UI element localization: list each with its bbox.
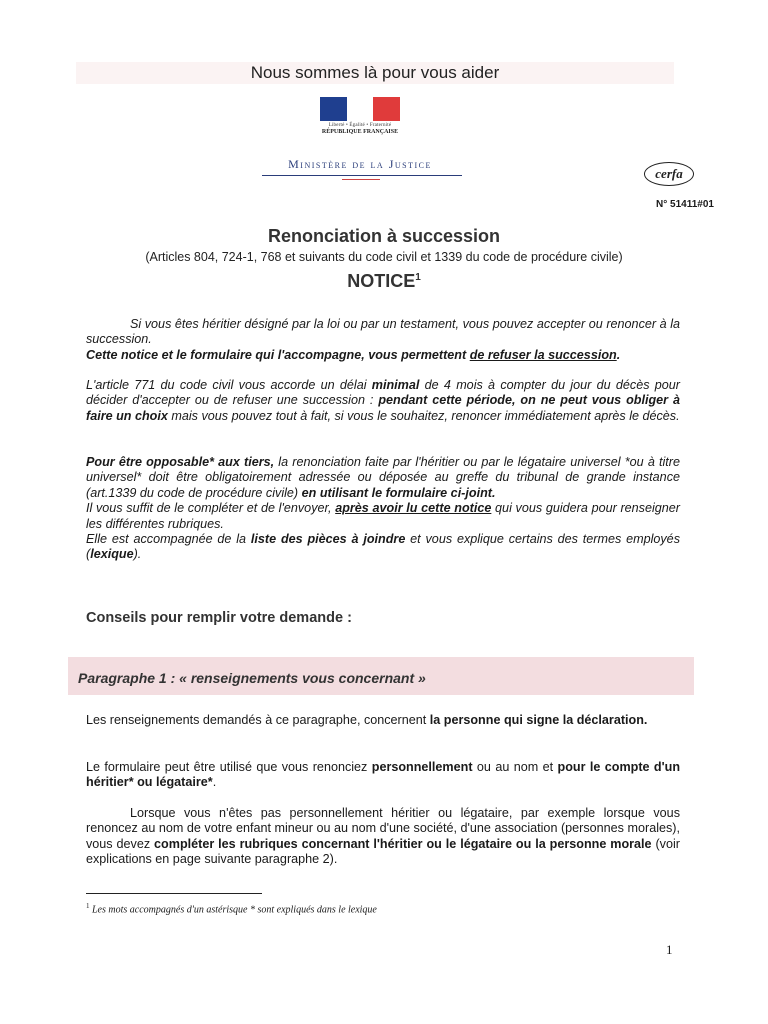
advice-heading: Conseils pour remplir votre demande : — [86, 610, 352, 626]
section-1-title: Paragraphe 1 : « renseignements vous concernant » — [78, 670, 426, 686]
document-title: Renonciation à succession — [267, 226, 501, 246]
intro-paragraph: Si vous êtes héritier désigné par la loi ou par un testament, vous pouvez accepter ou renoncer à la succession. Cette notice et le formulaire qui l'accompagne, vous permettent de refuser la succession. — [86, 317, 680, 362]
ministry-rule — [262, 175, 462, 176]
republic-motto: Liberté • Égalité • Fraternité — [328, 123, 392, 128]
section-1-paragraph-1: Les renseignements demandés à ce paragraphe, concernent la personne qui signe la déclaration. — [86, 713, 648, 727]
ministry-accent-rule — [342, 179, 380, 180]
footnote-rule — [86, 893, 262, 894]
page-number: 1 — [666, 942, 673, 957]
republic-name: RÉPUBLIQUE FRANÇAISE — [321, 129, 399, 135]
document-subtitle: (Articles 804, 724-1, 768 et suivants du code civil et 1339 du code de procédure civile) — [145, 250, 623, 264]
section-1-paragraph-3: Lorsque vous n'êtes pas personnellement héritier ou légataire, par exemple lorsque vous renoncez au nom de votre enfant mineur ou au nom d'une société, d'une association (personnes morales), vous devez compléter les rubriques concernant l'héritier ou le légataire ou la personne morale (voir explications en page suivante paragraphe 2). — [86, 806, 680, 867]
delay-paragraph: L'article 771 du code civil vous accorde un délai minimal de 4 mois à compter du jour du décès pour décider d'accepter ou de refuser une succession : pendant cette période, on ne peut vous obliger à faire un choix mais vous pouvez tout à fait, si vous le souhaitez, renoncer immédiatement après le décès. — [86, 378, 680, 423]
tricolor-flag-icon — [320, 97, 400, 121]
marianne-logo — [318, 97, 402, 142]
notice-heading: NOTICE$^1$ — [347, 271, 421, 291]
opposable-paragraph: Pour être opposable* aux tiers, la renonciation faite par l'héritier ou par le légataire universel *ou à titre universel* doit être obligatoirement adressée ou déposée au greffe du tribunal de grande instance (art.1339 du code de procédure civile) en utilisant le formulaire ci-joint. Il vous suffit de le compléter et de l'envoyer, après avoir lu cette notice qui vous guidera pour renseigner les différentes rubriques. Elle est accompagnée de la liste des pièces à joindre et vous explique certains des termes employés (lexique). — [86, 455, 680, 562]
footnote: $^1$ Les mots accompagnés d'un astérisque * sont expliqués dans le lexique — [86, 902, 377, 916]
ministry-name: Ministère de la Justice — [288, 157, 432, 171]
header-banner: Nous sommes là pour vous aider — [76, 62, 674, 84]
section-1-paragraph-2: Le formulaire peut être utilisé que vous renonciez personnellement ou au nom et pour le compte d'un héritier* ou légataire*. — [86, 760, 681, 790]
footnote-ref: 1 — [415, 272, 421, 283]
form-number: N° 51411#01 — [656, 199, 714, 210]
cerfa-logo: cerfa — [644, 162, 694, 186]
